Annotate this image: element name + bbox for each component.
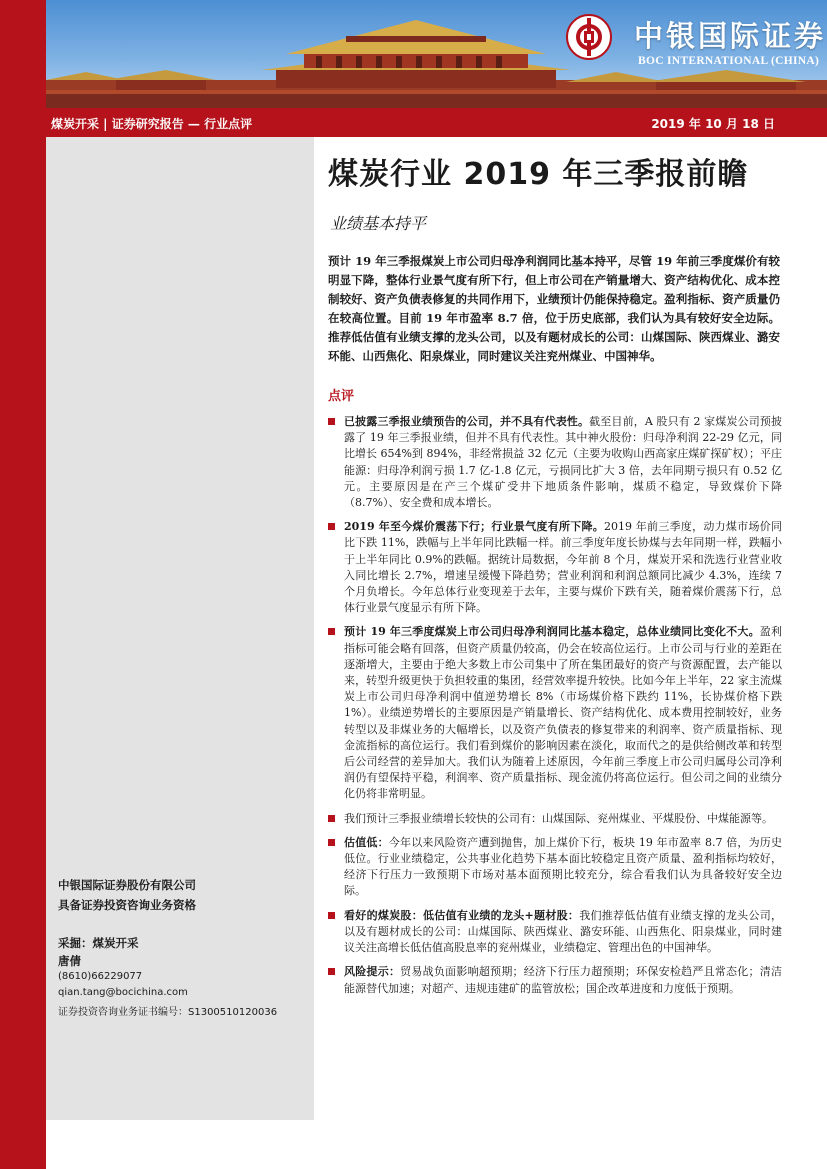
- bullet-list: [326, 414, 782, 1005]
- list-item: [326, 414, 782, 511]
- list-item: [326, 908, 782, 957]
- list-item: [326, 624, 782, 802]
- bullet-square-icon: [328, 628, 335, 635]
- analyst-cert: 证券投资咨询业务证书编号：S1300510120036: [58, 1007, 278, 1018]
- brand-name-en: BOC INTERNATIONAL (CHINA): [638, 55, 820, 67]
- brand-name-cn: 中银国际证券: [634, 19, 827, 53]
- page-title: 煤炭行业 2019 年三季报前瞻: [328, 157, 749, 192]
- bullet-lead: 看好的煤炭股：低估值有业绩的龙头+题材股：: [344, 908, 580, 922]
- list-item: [326, 811, 782, 827]
- company-license: 具备证券投资咨询业务资格: [58, 898, 196, 912]
- bullet-lead: 2019 年至今煤价震荡下行；行业景气度有所下降。: [344, 520, 605, 534]
- bullet-text: 盈利指标可能会略有回落，但资产质量仍较高，仍会在较高位运行。上市公司与行业的差距在逐渐增大，主要由于绝大多数上市公司集中了所在集团最好的资产与资源配置，去产能以来，转型升级更快于负担较重的集团，经营效率提升较快。比如今年上半年，22 家主流煤炭上市公司归母净利润中值逆势增长 8%（市场煤价格下跌约 11%，长协煤价格下跌 1%）。业绩逆势增长的主要原因是产销量增长、资产结构优化、成本费用控制较好，业务转型以及非煤业务的大幅增长，以及资产负债表的修复带来的利润率、资产质量指标、现金流指标的高位运行。我们看到煤价的影响因素在淡化，取而代之的是供给侧改革和转型后公司经营的差异加大。我们认为随着上述原因，今年前三季度上市公司归属母公司净利润仍有望保持平稳，利润率、资产质量指标、现金流仍将高位运行。但公司之间的业绩分化仍将非常明显。: [344, 625, 783, 801]
- category-bar: [46, 108, 827, 137]
- sector-label: 采掘：煤炭开采: [58, 936, 139, 950]
- list-item: [326, 519, 782, 616]
- bullet-text: 我们推荐低估值有业绩支撑的龙头公司，以及有题材成长的公司：山煤国际、陕西煤业、潞安环能、山西焦化、阳泉煤业，同时建议关注高增长低估值高股息率的兖州煤业，业绩稳定、管理出色的中国神华。: [344, 908, 783, 955]
- bullet-square-icon: [328, 523, 335, 530]
- bullet-square-icon: [328, 815, 335, 822]
- bullet-lead: 风险提示：: [344, 965, 401, 979]
- bullet-square-icon: [328, 418, 335, 425]
- summary-paragraph: 预计 19 年三季报煤炭上市公司归母净利润同比基本持平，尽管 19 年前三季度煤价有较明显下降，整体行业景气度有所下行，但上市公司在产销量增大、资产结构优化、成本控制较好、资产负债表修复的共同作用下，业绩预计仍能保持稳定。盈利指标、资产质量仍在较高位置。目前 19 年市盈率 8.7 倍，位于历史底部，我们认为具有较好安全边际。推荐低估值有业绩支撑的龙头公司，以及有题材成长的公司：山煤国际、陕西煤业、潞安环能、山西焦化、阳泉煤业，同时建议关注兖州煤业、中国神华。: [328, 254, 780, 363]
- analyst-phone: (8610)66229077: [58, 971, 143, 982]
- analyst-name: 唐倩: [58, 954, 81, 968]
- bullet-text: 截至目前，A 股只有 2 家煤炭公司预披露了 19 年三季报业绩，但并不具有代表性。其中神火股份：归母净利润 22-29 亿元，同比增长 654%到 894%，非经常损益 32 亿元（主要为收购山西高家庄煤矿探矿权）；平庄能源：归母净利润亏损 1.7 亿-1.8 亿元，亏损同比扩大 3 倍，去年同期亏损只有 0.52 亿元。主要原因是在产三个煤矿受井下地质条件影响，煤质不稳定，导致煤价下降（8.7%）、安全费和成本增长。: [344, 415, 782, 510]
- bullet-text: 2019 年前三季度，动力煤市场价同比下跌 11%，跌幅与上半年同比跌幅一样。前三季度年度长协煤与去年同期一样，跌幅小于上半年同比 0.9%的跌幅。据统计局数据，今年前 8 个月，煤炭开采和洗选行业营业收入同比增长 2.7%，增速呈缓慢下降趋势；营业利润和利润总额同比减少 4.3%，连续 7 个月负增长。今年总体行业变现差于去年，主要与煤价下跌有关，随着煤价震荡下行，总体行业景气度显示有所下降。: [344, 520, 782, 615]
- bullet-square-icon: [328, 912, 335, 919]
- list-item: [326, 835, 782, 900]
- bullet-lead: 估值低：: [344, 835, 389, 849]
- bullet-square-icon: [328, 839, 335, 846]
- section-heading: 点评: [328, 389, 355, 404]
- header-banner: [46, 0, 827, 108]
- bullet-square-icon: [328, 968, 335, 975]
- bullet-text: 我们预计三季报业绩增长较快的公司有：山煤国际、兖州煤业、平煤股份、中煤能源等。: [344, 811, 773, 825]
- bullet-text: 贸易战负面影响超预期；经济下行压力超预期；环保安检趋严且常态化；清洁能源替代加速；对超产、违规违建矿的监管放松；国企改革进度和力度低于预期。: [344, 965, 783, 995]
- bullet-lead: 已披露三季报业绩预告的公司，并不具有代表性。: [344, 415, 590, 428]
- report-category: 煤炭开采 | 证券研究报告 — 行业点评: [51, 117, 253, 131]
- boc-logo-icon: [566, 14, 612, 60]
- bullet-lead: 预计 19 年三季度煤炭上市公司归母净利润同比基本稳定，总体业绩同比变化不大。: [344, 625, 760, 639]
- bullet-text: 今年以来风险资产遭到抛售，加上煤价下行，板块 19 年市盈率 8.7 倍，为历史低位。行业业绩稳定，公共事业化趋势下基本面比较稳定且资产质量、盈利指标均较好，经济下行压力一致预期下市场对基本面预期比较充分，综合看我们认为具备较好安全边际。: [344, 835, 782, 898]
- company-name: 中银国际证券股份有限公司: [58, 878, 196, 892]
- list-item: [326, 964, 782, 996]
- report-date: 2019 年 10 月 18 日: [651, 117, 775, 131]
- left-accent-bar: [0, 0, 46, 1169]
- analyst-email[interactable]: qian.tang@bocichina.com: [58, 987, 188, 998]
- page-subtitle: 业绩基本持平: [330, 214, 427, 233]
